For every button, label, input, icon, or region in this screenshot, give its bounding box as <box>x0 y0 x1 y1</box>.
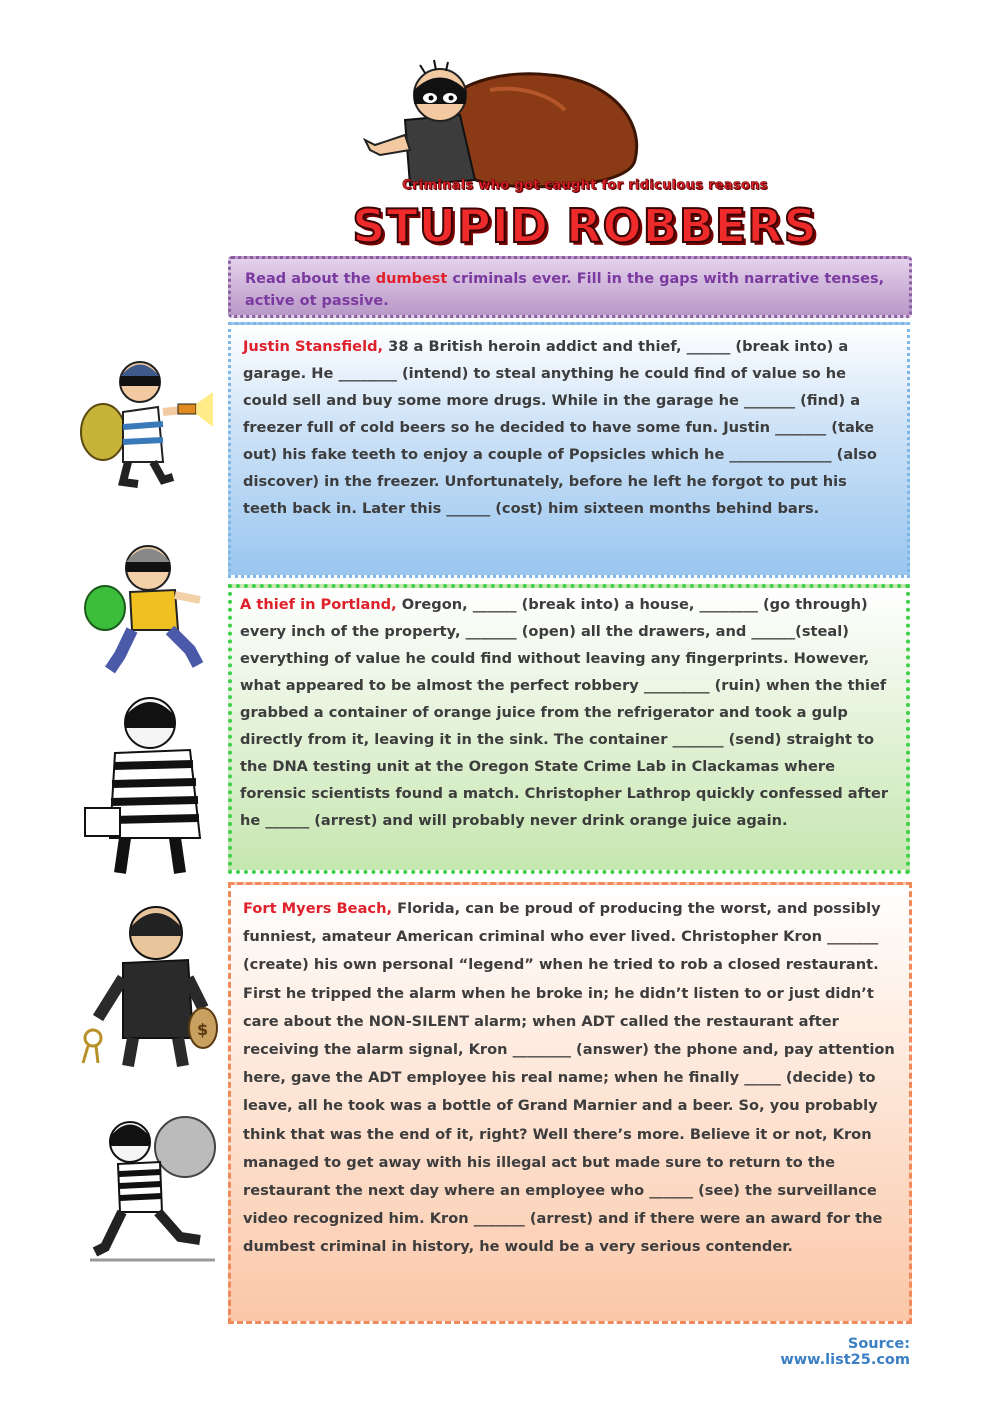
instructions-box <box>228 256 912 318</box>
story-portland-thief <box>228 584 910 874</box>
story-lead: Fort Myers Beach, <box>243 900 393 917</box>
running-robber-with-sack-icon <box>90 1112 220 1264</box>
source-credit: Source: www.list25.com <box>780 1336 910 1368</box>
story-text: Oregon, ______ (break into) a house, ________ (go through) every inch of the property, _______ (open) all the drawers, and ______(steal) everything of value he could find without leaving any fingerprints. However, what appeared to be almost the perfect robbery _________ (ruin) when the thief grabbed a container of orange juice from the refrigerator and took a gulp directly from it, leaving it in the sink. The container _______ (send) straight to the DNA testing unit at the Oregon State Crime Lab in Clackamas where forensic scientists found a match. Christopher Lathrop quickly confessed after he ______ (arrest) and will probably never drink orange juice again. <box>240 596 889 829</box>
page-subtitle: Criminals who got caught for ridiculous reasons <box>402 178 768 193</box>
instructions-highlight: dumbest <box>375 271 448 287</box>
robber-with-sack-icon <box>350 50 650 190</box>
instructions-text-end: criminals ever. Fill in the gaps with narrative tenses, active ot passive. <box>245 271 885 309</box>
story-justin-stansfield <box>228 322 910 578</box>
page-title: STUPID ROBBERS <box>352 199 818 253</box>
story-fort-myers-beach <box>228 882 912 1324</box>
running-robber-with-money-bag-icon <box>80 530 215 680</box>
instructions-text-start: Read about the <box>245 271 376 287</box>
story-lead: Justin Stansfield, <box>243 338 384 355</box>
robber-with-flashlight-icon <box>78 352 213 492</box>
story-lead: A thief in Portland, <box>240 596 397 613</box>
story-text: Florida, can be proud of producing the worst, and possibly funniest, amateur American criminal who ever lived. Christopher Kron _______ (create) his own personal “legend” when he tried to rob a closed restaurant. First he tripped the alarm when he broke in; he didn’t listen to or just didn’t care about the NON-SILENT alarm; when ADT called the restaurant after receiving the alarm signal, Kron ________ (answer) the phone and, pay attention here, gave the ADT employee his real name; when he finally _____ (decide) to leave, all he took was a bottle of Grand Marnier and a beer. So, you probably think that was the end of it, right? Well there’s more. Believe it or not, Kron managed to get away with his illegal act but made sure to return to the restaurant the next day where an employee who ______ (see) the surveillance video recognized him. Kron _______ (arrest) and if there were an award for the dumbest criminal in history, he would be a very serious contender. <box>243 900 895 1256</box>
striped-robber-with-toolbox-icon <box>80 688 225 878</box>
svg-text:$: $ <box>197 1020 209 1039</box>
story-text: 38 a British heroin addict and thief, ______ (break into) a garage. He ________ (intend) to steal anything he could find of value so he could sell and buy some more drugs. While in the garage he _______ (find) a freezer full of cold beers so he decided to have some fun. Justin _______ (take out) his fake teeth to enjoy a couple of Popsicles which he ______________ (also discover) in the freezer. Unfortunately, before he left he forgot to put his teeth back in. Later this ______ (cost) him sixteen months behind bars. <box>243 338 877 517</box>
robber-with-keys-icon <box>78 898 218 1068</box>
